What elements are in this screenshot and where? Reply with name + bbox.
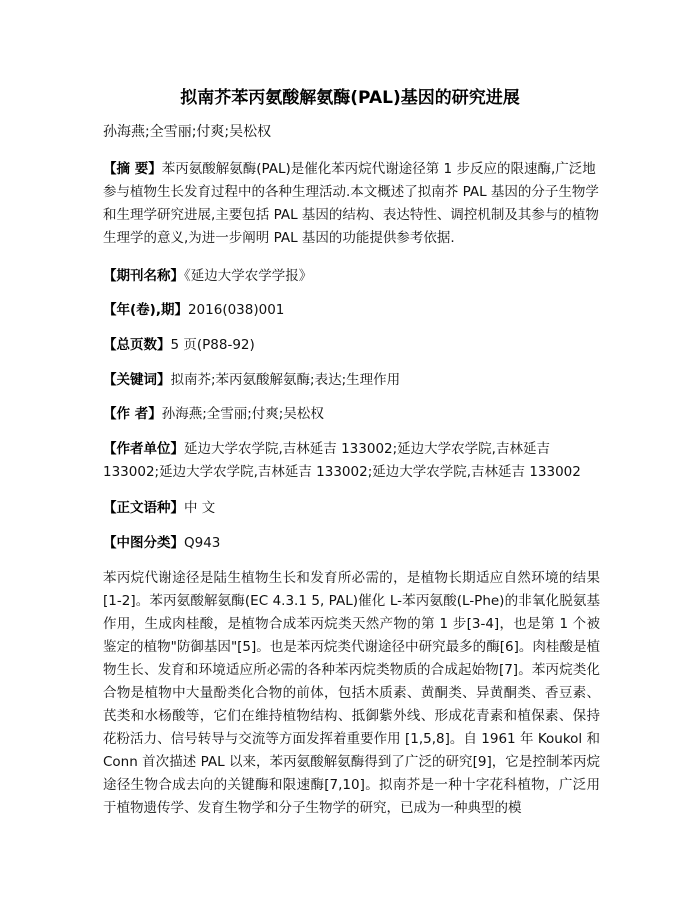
author-field <box>103 403 603 426</box>
affiliation-field <box>103 438 603 484</box>
author-label: 【作 者】 <box>103 406 162 422</box>
affiliation-value: 延边大学农学院,吉林延吉 133002;延边大学农学院,吉林延吉 133002;延边大学农学院,吉林延吉 133002;延边大学农学院,吉林延吉 133002 <box>103 441 581 480</box>
classification-value: Q943 <box>184 535 221 551</box>
keywords-value: 拟南芥;苯丙氨酸解氨酶;表达;生理作用 <box>170 372 401 388</box>
pages-label: 【总页数】 <box>103 337 171 353</box>
abstract-label: 【摘 要】 <box>103 161 162 177</box>
language-label: 【正文语种】 <box>103 500 184 516</box>
year-issue-value: 2016(038)001 <box>187 302 285 318</box>
classification-field <box>103 532 603 555</box>
abstract-value: 苯丙氨酸解氨酶(PAL)是催化苯丙烷代谢途径第 1 步反应的限速酶,广泛地参与植物生长发育过程中的各种生理活动.本文概述了拟南芥 PAL 基因的分子生物学和生理学研究进展,主要包括 PAL 基因的结构、表达特性、调控机制及其参与的植物生理学的意义,为进一步阐明 PAL 基因的功能提供参考依据. <box>103 161 599 246</box>
body-paragraph: 苯丙烷代谢途径是陆生植物生长和发育所必需的，是植物长期适应自然环境的结果[1-2]。苯丙氨酸解氨酶(EC 4.3.1 5, PAL)催化 L-苯丙氨酸(L-Phe)的非氧化脱氨基作用，生成肉桂酸，是植物合成苯丙烷类天然产物的第 1 步[3-4]，也是第 1 个被鉴定的植物"防御基因"[5]。也是苯丙烷类代谢途径中研究最多的酶[6]。肉桂酸是植物生长、发育和环境适应所必需的各种苯丙烷类物质的合成起始物[7]。苯丙烷类化合物是植物中大量酚类化合物的前体，包括木质素、黄酮类、异黄酮类、香豆素、芪类和水杨酸等，它们在维持植物结构、抵御紫外线、形成花青素和植保素、保持花粉活力、信号转导与交流等方面发挥着重要作用 [1,5,8]。自 1961 年 Koukol 和 Conn 首次描述 PAL 以来，苯丙氨酸解氨酶得到了广泛的研究[9]，它是控制苯丙烷途径生物合成去向的关键酶和限速酶[7,10]。拟南芥是一种十字花科植物，广泛用于植物遗传学、发育生物学和分子生物学的研究，已成为一种典型的模 <box>103 570 600 816</box>
year-issue-field <box>103 299 603 322</box>
abstract-field <box>103 158 603 250</box>
keywords-label: 【关键词】 <box>103 372 171 388</box>
language-field <box>103 497 603 520</box>
classification-label: 【中图分类】 <box>103 535 184 551</box>
article-title: 拟南芥苯丙氨酸解氨酶(PAL)基因的研究进展 <box>180 88 520 108</box>
article-authors: 孙海燕;全雪丽;付爽;吴松权 <box>103 124 272 140</box>
pages-field <box>103 334 603 357</box>
pages-value: 5 页(P88-92) <box>170 337 255 353</box>
journal-value: 《延边大学农学学报》 <box>184 268 313 284</box>
author-value: 孙海燕;全雪丽;付爽;吴松权 <box>161 406 324 422</box>
year-issue-label: 【年(卷),期】 <box>103 302 188 318</box>
affiliation-label: 【作者单位】 <box>103 441 184 457</box>
journal-label: 【期刊名称】 <box>103 268 184 284</box>
keywords-field <box>103 369 603 392</box>
journal-field <box>103 265 603 288</box>
language-value: 中 文 <box>184 500 216 516</box>
